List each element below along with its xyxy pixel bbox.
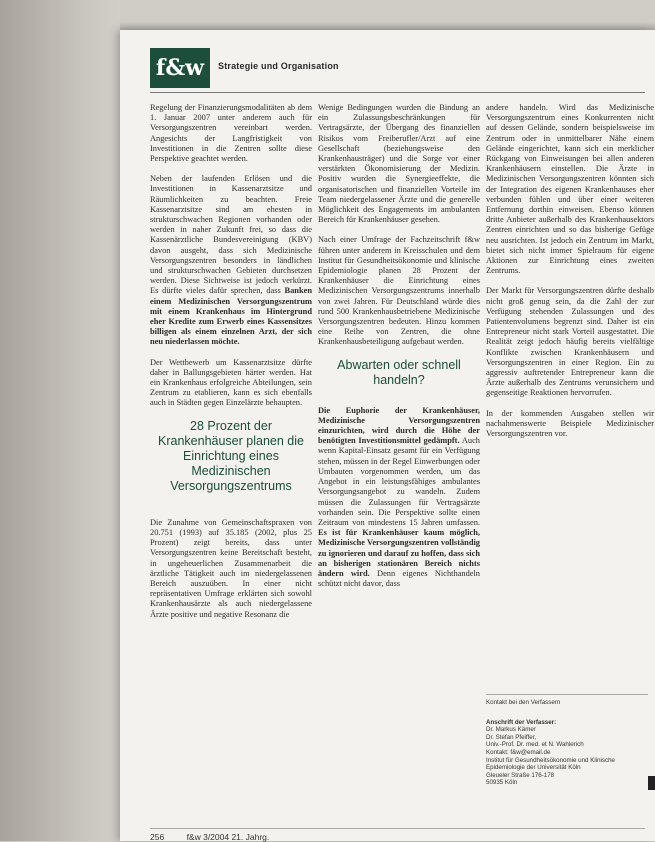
paragraph: andere handeln. Wird das Medizinische Versorgungszentrum eines Konkurrenten nicht auf dessen Gelände, sondern beispielsweise im Zentrum oder in unmittelbarer Nähe einem Gelände eingerichtet, kann sich ein merklicher Rückgang von Einweisungen bei allen anderen Krankenhäusern einstellen. Die Ärzte in Medizinischen Versorgungszentren könnten sich der Integration des eigenen Krankenhauses eher verbunden fühlen und über einer weiteren Entfernung dorthin einweisen. Ebenso können dritte Anbieter außerhalb des Krankenhausektors Zentren einrichten und so das bisherige Gefüge neu ausrichten. Ist jedoch ein Zentrum im Markt, bietet sich nicht immer Spielraum für eigene Aktionen zur Einrichtung eines zweiten Zentrums.	[486, 103, 654, 276]
subheading: Abwarten oder schnell handeln?	[337, 357, 461, 387]
paragraph: Der Markt für Versorgungszentren dürfte deshalb nicht groß genug sein, da die Zahl der zur Verfügung stehenden Zulassungen und des Patientenvolumens begrenzt sind. Daher ist ein Entrepreneur nicht stark Vorteil ausgestattet. Die Realität zeigt jedoch häufig bereits vielfältige Konflikte zwischen Krankenhäusern und Versorgungszentren in einer Region. Ein zu aggressiv auftretender Entrepreneur kann die Ärzte außerhalb des Zentrums verunsichern und gegenseitige Reaktionen hervorrufen.	[486, 286, 654, 398]
magazine-page	[120, 30, 655, 841]
pull-quote: 28 Prozent der Krankenhäuser planen die Einrichtung eines Medizinischen Versorgungszentrums	[158, 418, 304, 493]
author-line: Dr. Markus Kämer	[486, 726, 536, 734]
paragraph-text: Auch wenn Kapital-Einsatz gesamt für ein Verfügung stehen, müssen in der Regel Einwerbungen oder Umbauten vorgenommen werden, um das Angebot in ein leistungsfähiges ambulantes Versorgungsangebot zu wandeln. Zudem müssen die Zulassungen für Vertragsärzte vorhanden sein. Die Perspektive sollte einen Zeitraum von mindestens 15 Jahren umfassen.	[318, 436, 480, 527]
intro-bold: Die Euphorie der Krankenhäuser, Medizinische Versorgungszentren einzurichten, wird durch die Höhe der benötigten Investitionsmittel gedämpft.	[318, 405, 480, 446]
paragraph: Der Wettbewerb um Kassenarztsitze dürfte daher in Ballungsgebieten härter werden. Hat ein Krankenhaus erfolgreiche Abteilungen, sein Zentrum zu etablieren, kann es sich ebenfalls auch in Städten gegen Einzelärzte behaupten.	[150, 357, 312, 408]
author-line: Institut für Gesundheitsökonomie und Klinische	[486, 756, 615, 764]
end-marker	[648, 776, 655, 790]
paragraph: Regelung der Finanzierungsmodalitäten ab dem 1. Januar 2007 unter anderem auch für Versorgungszentren vereinbart werden. Angesichts der Langfristigkeit von Investitionen in die Zentren sollte diese Perspektive geachtet werden.	[150, 103, 312, 164]
paragraph-text: Denn eigenes Nichthandeln schützt nicht davor, dass	[318, 568, 480, 589]
author-line: Kontakt: f&w@email.de	[486, 748, 551, 756]
footer-rule	[150, 828, 645, 829]
text-column-3	[486, 103, 654, 449]
issue-info: f&w 3/2004 21. Jahrg.	[186, 832, 270, 842]
paragraph: Die Zunahme von Gemeinschaftspraxen von 20.751 (1993) auf 35.185 (2002, plus 25 Prozent) zeigt bereits, dass unter Versorgungszentren keine Bereitschaft besteht, in ungeheuerlichen Zusammenarbeit die ärztliche Tätigkeit auch im niedergelassenen Bereich auszuüben. In einer nicht repräsentativen Umfrage erklärten sich sowohl Krankenhausärzte als auch niedergelassene Ärzte positive und negative Resonanz die	[150, 517, 312, 619]
paragraph: Wenige Bedingungen wurden die Bindung an ein Zulassungsbeschränkungen für Vertragsärzte, der Übergang des finanziellen Risikos vom Freiberufler/Arzt auf eine Gesellschaft (beziehungsweise den Krankenhausträger) und die Sorge vor einer verstärkten Ökonomisierung der Medizin. Positiv wurden die Synergieeffekte, die organisatorischen und finanziellen Vorteile im Team niedergelassener Ärzte und die generelle Möglichkeit des Engagements im ambulanten Bereich für Krankenhäuser gesehen.	[318, 103, 480, 225]
author-line: Univ.-Prof. Dr. med. et N. Wahlerich	[486, 741, 584, 749]
paragraph	[318, 406, 480, 590]
paragraph: Nach einer Umfrage der Fachzeitschrift f&w führen unter anderem in Kreisschulen und dem Institut für Gesundheitsökonomie und klinische Epidemiologie planen 28 Prozent der Krankenhäuser die Einrichtung eines Medizinischen Versorgungszentrums innerhalb von zwei Jahren. Für Deutschland würde dies rund 500 Krankenhausbetriebene Medizinische Versorgungszentren bedeuten. Hinzu kommen eine Reihe von Zentren, die ohne Krankenhausbeteiligung aufgebaut werden.	[318, 235, 480, 347]
paragraph-text: Neben der laufenden Erlösen und die Investitionen in Kassenarztsitze und Räumlichkeiten zu beachten. Freie Kassenarztsitze sind am ehesten in strukturschwachen Regionen vorhanden oder werden in naher Zukunft frei, so dass die Kassenärztliche Bundesvereinigung (KBV) davon ausgeht, dass sich Medizinische Versorgungszentren besonders in ländlichen und strukturschwachen Gebieten durchsetzen werden. Diese Sichtweise ist jedoch verkürzt. Es dürfte vieles dafür sprechen, dass	[150, 174, 312, 296]
section-title: Strategie und Organisation	[218, 61, 339, 71]
scan-shadow	[0, 0, 120, 841]
author-line: Gleueler Straße 176-178	[486, 771, 555, 779]
author-line: 50935 Köln	[486, 779, 518, 787]
fw-logo: f&w	[150, 48, 210, 88]
text-column-1	[150, 103, 312, 630]
paragraph: In der kommenden Ausgaben stellen wir nachahmenswerte Beispiele Medizinischer Versorgungszentren vor.	[486, 408, 654, 439]
header-rule	[150, 92, 645, 93]
text-column-2	[318, 103, 480, 599]
author-line: Epidemiologie der Universität Köln	[486, 764, 581, 772]
author-info-box	[486, 694, 648, 823]
page-number: 256	[150, 832, 165, 842]
authors-heading: Anschrift der Verfasser:	[486, 718, 557, 726]
author-line: Dr. Stefan Pfeiffer,	[486, 733, 537, 741]
paragraph-emphasis: Es ist für Krankenhäuser kaum möglich, Medizinische Versorgungszentren vollständig zu ignorieren und darauf zu hoffen, dass sich an bisherigen stationären Bereich nichts ändern wird.	[318, 528, 480, 578]
info-box-label: Kontakt bei den Verfassern	[486, 699, 561, 706]
paragraph-emphasis: Banken einem Medizinischen Versorgungszentrum mit einem Krankenhaus im Hintergrund eher Kredite zum Erwerb eines Kassensitzes billigen als einem einzelnen Arzt, der sich neu niederlassen möchte.	[150, 286, 312, 347]
paragraph	[150, 174, 312, 347]
